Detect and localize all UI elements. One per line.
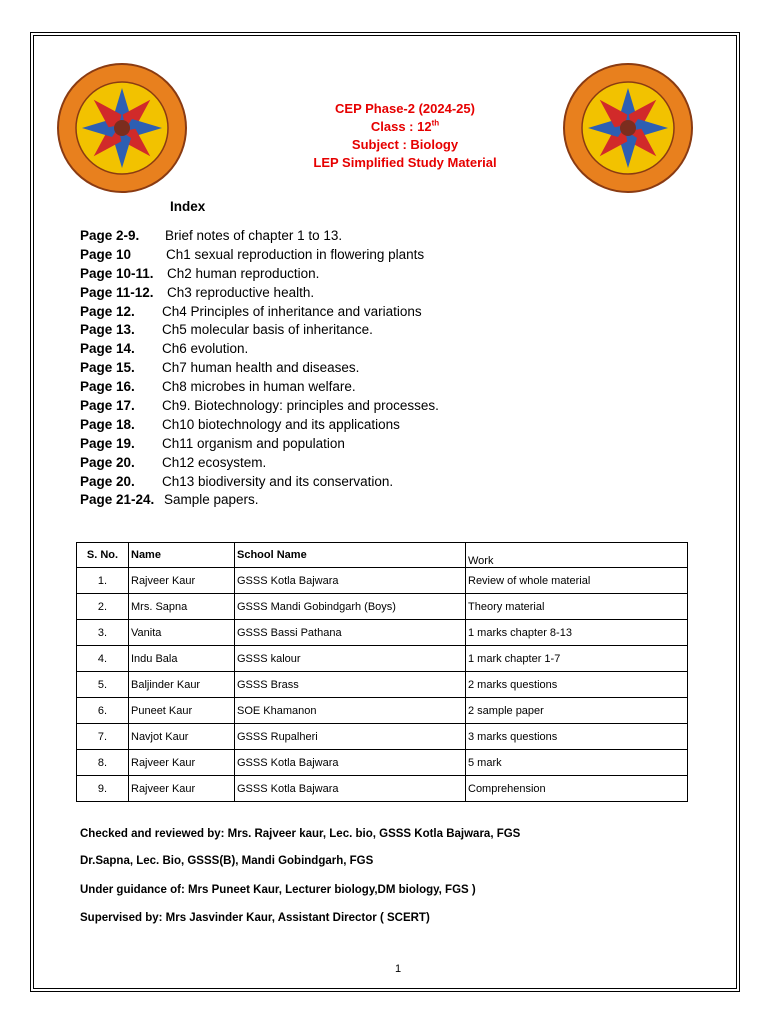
cell-name: Rajveer Kaur	[129, 568, 235, 594]
cell-sno: 6.	[77, 698, 129, 724]
table-row	[77, 646, 688, 672]
table-row	[77, 698, 688, 724]
index-page: Page 18.	[80, 416, 135, 432]
header-class: Class : 12th	[370, 118, 440, 134]
index-page: Page 16.	[80, 379, 135, 395]
table-row	[77, 724, 688, 750]
index-desc: Ch1 sexual reproduction in flowering plants	[166, 246, 425, 262]
index-desc: Ch8 microbes in human welfare.	[162, 379, 356, 395]
cell-sno: 8.	[77, 750, 129, 776]
document-header	[230, 100, 580, 172]
table-row	[77, 568, 688, 594]
index-desc: Ch5 molecular basis of inheritance.	[162, 322, 373, 338]
index-desc: Ch4 Principles of inheritance and variations	[162, 303, 422, 319]
review-checked: Checked and reviewed by: Mrs. Rajveer kaur, Lec. bio, GSSS Kotla Bajwara, FGS	[80, 828, 521, 840]
index-page: Page 11-12.	[80, 284, 154, 300]
cell-sno: 9.	[77, 776, 129, 802]
cell-name: Indu Bala	[129, 646, 235, 672]
index-page: Page 21-24.	[80, 492, 155, 508]
page-number: 1	[395, 963, 402, 975]
index-page: Page 13.	[80, 322, 135, 338]
header-work: Work	[466, 543, 688, 568]
index-desc: Ch6 evolution.	[162, 341, 249, 357]
cell-school: GSSS Rupalheri	[235, 724, 466, 750]
index-page: Page 14.	[80, 341, 135, 357]
index-desc: Ch3 reproductive health.	[167, 284, 315, 300]
table-row	[77, 672, 688, 698]
header-phase: CEP Phase-2 (2024-25)	[335, 101, 475, 116]
index-page: Page 15.	[80, 360, 135, 376]
index-desc: Ch2 human reproduction.	[167, 265, 320, 281]
table-row	[77, 594, 688, 620]
cell-work: 2 marks questions	[466, 672, 688, 698]
index-desc: Ch13 biodiversity and its conservation.	[162, 473, 394, 489]
cell-name: Rajveer Kaur	[129, 750, 235, 776]
cell-school: GSSS Kotla Bajwara	[235, 776, 466, 802]
index-page: Page 17.	[80, 398, 135, 414]
cell-school: GSSS Bassi Pathana	[235, 620, 466, 646]
cell-school: GSSS Kotla Bajwara	[235, 750, 466, 776]
cell-sno: 3.	[77, 620, 129, 646]
cell-work: Review of whole material	[466, 568, 688, 594]
cell-school: GSSS Mandi Gobindgarh (Boys)	[235, 594, 466, 620]
header-school: School Name	[235, 543, 466, 568]
scert-logo-left	[56, 62, 188, 194]
cell-name: Vanita	[129, 620, 235, 646]
cell-work: 1 mark chapter 1-7	[466, 646, 688, 672]
index-desc: Ch11 organism and population	[162, 435, 345, 451]
cell-sno: 4.	[77, 646, 129, 672]
header-subject: Subject : Biology	[351, 137, 459, 152]
table-row	[77, 620, 688, 646]
index-desc: Ch7 human health and diseases.	[162, 360, 360, 376]
scert-logo-right	[562, 62, 694, 194]
cell-school: GSSS Kotla Bajwara	[235, 568, 466, 594]
cell-sno: 5.	[77, 672, 129, 698]
index-desc: Ch12 ecosystem.	[162, 454, 267, 470]
cell-work: 1 marks chapter 8-13	[466, 620, 688, 646]
cell-school: GSSS Brass	[235, 672, 466, 698]
cell-sno: 7.	[77, 724, 129, 750]
header-name: Name	[129, 543, 235, 568]
review-sapna: Dr.Sapna, Lec. Bio, GSSS(B), Mandi Gobindgarh, FGS	[80, 855, 374, 867]
cell-work: 3 marks questions	[466, 724, 688, 750]
index-desc: Sample papers.	[164, 492, 259, 508]
index-page: Page 10	[80, 246, 132, 262]
cell-name: Mrs. Sapna	[129, 594, 235, 620]
header-material: LEP Simplified Study Material	[313, 155, 497, 170]
index-page: Page 2-9.	[80, 228, 140, 243]
index-page: Page 20.	[80, 454, 135, 470]
cell-work: Comprehension	[466, 776, 688, 802]
review-guidance: Under guidance of: Mrs Puneet Kaur, Lecturer biology,DM biology, FGS )	[80, 884, 476, 896]
cell-name: Navjot Kaur	[129, 724, 235, 750]
cell-sno: 1.	[77, 568, 129, 594]
header-sno: S. No.	[77, 543, 129, 568]
review-supervised: Supervised by: Mrs Jasvinder Kaur, Assistant Director ( SCERT)	[80, 912, 430, 924]
cell-name: Rajveer Kaur	[129, 776, 235, 802]
cell-sno: 2.	[77, 594, 129, 620]
index-desc: Ch10 biotechnology and its applications	[162, 416, 400, 432]
cell-work: Theory material	[466, 594, 688, 620]
index-page: Page 19.	[80, 435, 135, 451]
contributors-table	[76, 542, 688, 802]
cell-name: Baljinder Kaur	[129, 672, 235, 698]
index-desc: Ch9. Biotechnology: principles and processes.	[162, 398, 439, 414]
index-desc: Brief notes of chapter 1 to 13.	[165, 228, 343, 243]
cell-school: SOE Khamanon	[235, 698, 466, 724]
index-title: Index	[170, 199, 206, 214]
index-page: Page 10-11.	[80, 265, 154, 281]
cell-work: 2 sample paper	[466, 698, 688, 724]
cell-name: Puneet Kaur	[129, 698, 235, 724]
index-page: Page 20.	[80, 473, 135, 489]
cell-work: 5 mark	[466, 750, 688, 776]
table-row	[77, 776, 688, 802]
table-header-row	[77, 543, 688, 568]
table-row	[77, 750, 688, 776]
index-page: Page 12.	[80, 303, 135, 319]
cell-school: GSSS kalour	[235, 646, 466, 672]
